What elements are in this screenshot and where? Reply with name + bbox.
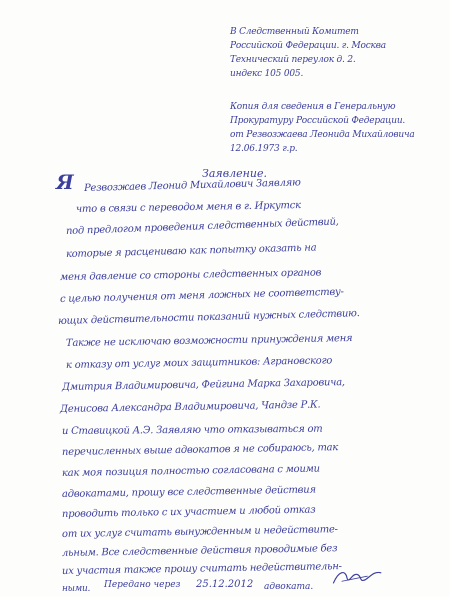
body-line-1: Резвозжаев Леонид Михайлович Заявляю bbox=[83, 177, 301, 194]
body-line-2: что в связи с переводом меня в г. Иркутск bbox=[75, 200, 301, 215]
address-line-1: В Следственный Комитет bbox=[230, 27, 359, 37]
handover-line-2: адвоката. bbox=[264, 582, 314, 592]
body-line-3: под предлогом проведения следственных действий, bbox=[65, 216, 339, 237]
body-line-19: их участия также прошу считать недействительн- bbox=[61, 561, 342, 577]
initial-letter: Я bbox=[56, 170, 74, 194]
body-line-16: проводить только с их участием и любой отказ bbox=[61, 504, 316, 520]
address-line-6: Прокуратуру Российской Федерации. bbox=[230, 116, 406, 126]
body-line-7: ющих действительности показаний нужных следствию. bbox=[57, 308, 360, 327]
body-line-8: Также не исключаю возможности принуждения меня bbox=[65, 333, 353, 349]
body-line-17: от их услуг считать вынужденным и недействите- bbox=[61, 524, 338, 540]
handover-date: 25.12.2012 bbox=[196, 579, 254, 590]
body-line-9: к отказу от услуг моих защитников: Аграновского bbox=[65, 355, 333, 371]
body-line-5: меня давление со стороны следственных органов bbox=[59, 267, 322, 283]
body-line-11: Денисова Александра Владимировича, Чандзе Р.К. bbox=[59, 399, 321, 415]
address-line-5: Копия для сведения в Генеральную bbox=[230, 102, 396, 112]
document-title: Заявление. bbox=[202, 167, 267, 180]
handover-line-1: Передано через bbox=[104, 580, 181, 590]
address-line-3: Технический переулок д. 2. bbox=[230, 55, 356, 65]
address-line-2: Российской Федерации. г. Москва bbox=[230, 41, 386, 51]
body-line-12: и Ставицкой А.Э. Заявляю что отказываться от bbox=[61, 423, 323, 437]
signature bbox=[330, 566, 386, 588]
body-line-14: как моя позиция полностью согласована с моими bbox=[61, 463, 320, 479]
address-line-7: от Резвозжаева Леонида Михайловича bbox=[230, 130, 415, 140]
body-line-4: которые я расцениваю как попытку оказать на bbox=[65, 242, 317, 260]
body-line-6: с целью получения от меня ложных не соответству- bbox=[59, 286, 344, 305]
body-line-13: перечисленных выше адвокатов я не собираюсь, так bbox=[61, 442, 339, 458]
body-line-15: адвокатами, прошу все следственные действия bbox=[61, 484, 316, 500]
address-line-4: индекс 105 005. bbox=[230, 69, 304, 79]
address-line-8: 12.06.1973 г.р. bbox=[230, 144, 298, 154]
body-line-20: ными. bbox=[62, 584, 91, 594]
body-line-10: Дмитрия Владимировича, Фейгина Марка Захаровича, bbox=[61, 377, 345, 393]
body-line-18: льным. Все следственные действия проводимые без bbox=[61, 543, 338, 559]
